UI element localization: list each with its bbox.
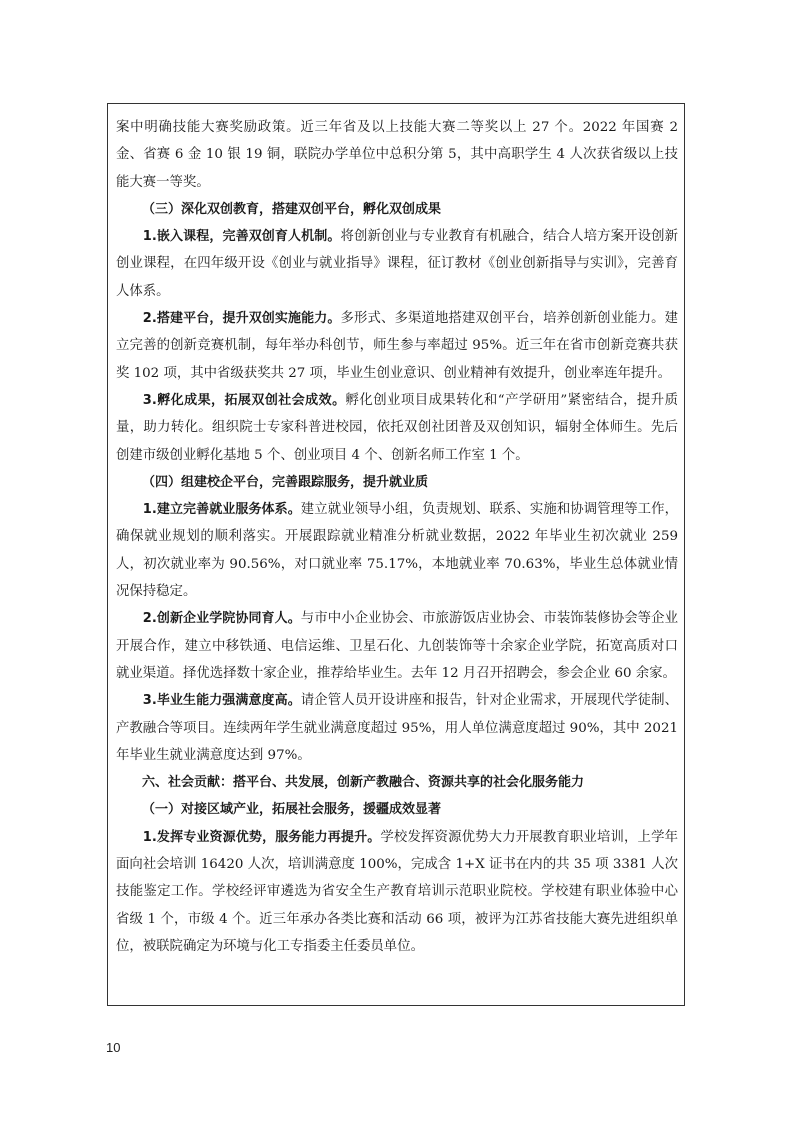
paragraph-text: 建立就业领导小组，负责规划、联系、实施和协调管理等工作，确保就业规划的顺利落实。开展跟踪就业精准分析就业数据，2022 年毕业生初次就业 259 人，初次就业率为 90.56%，对口就业率 75.17%，本地就业率 70.63%，毕业生总体就业情况保持稳定。 [116,502,679,600]
paragraph-8 [116,687,678,769]
paragraph-text: 案中明确技能大赛奖励政策。近三年省及以上技能大赛二等奖以上 27 个。2022 年国赛 2 金、省赛 6 金 10 银 19 铜，联院办学单位中总积分第 5，其中高职学生 4 人次获省级以上技能大赛一等奖。 [116,120,678,190]
paragraph-text: 孵化创业项目成果转化和“产学研用”紧密结合，提升质量，助力转化。组织院士专家科普进校园，依托双创社团普及双创知识，辐射全体师生。先后创建市级创业孵化基地 5 个、创业项目 4 个、创新名师工作室 1 个。 [116,392,678,463]
paragraph-11 [116,824,678,960]
page-number: 10 [106,1040,121,1055]
paragraph-lead: 2.创新企业学院协同育人。 [142,611,301,627]
paragraph-2 [116,223,678,305]
paragraph-3 [116,305,678,387]
section-heading-3: （三）深化双创教育，搭建双创平台，孵化双创成果 [142,201,442,217]
section-heading-4: （四）组建校企平台，完善跟踪服务，提升就业质 [142,474,429,490]
paragraph-7 [116,605,678,687]
paragraph-6 [116,496,678,605]
paragraph-lead: 1.嵌入课程，完善双创育人机制。 [142,229,341,245]
paragraph-lead: 2.搭建平台，提升双创实施能力。 [142,311,341,327]
document-body [116,114,678,960]
paragraph-lead: 1.建立完善就业服务体系。 [142,502,301,518]
paragraph-4 [116,387,678,469]
paragraph-text: 与市中小企业协会、市旅游饭店业协会、市装饰装修协会等企业开展合作，建立中移铁通、电信运维、卫星石化、九创装饰等十余家企业学院，拓宽高质对口就业渠道。择优选择数十家企业，推荐给毕业生。去年 12 月召开招聘会，参会企业 60 余家。 [116,611,679,681]
chapter-heading-6: 六、社会贡献：搭平台、共发展，创新产教融合、资源共享的社会化服务能力 [142,775,585,791]
section-heading-6-1: （一）对接区域产业，拓展社会服务，援疆成效显著 [142,802,442,818]
paragraph-text: 学校发挥资源优势大力开展教育职业培训，上学年面向社会培训 16420 人次，培训满意度 100%，完成含 1+X 证书在内的共 35 项 3381 人次技能鉴定工作。学校经评审遴选为省安全生产教育培训示范职业院校。学校建有职业体验中心省级 1 个，市级 4 个。近三年承办各类比赛和活动 66 项，被评为江苏省技能大赛先进组织单位，被联院确定为环境与化工专指委主任委员单位。 [116,829,679,954]
paragraph-text: 将创新创业与专业教育有机融合，结合人培方案开设创新创业课程，在四年级开设《创业与就业指导》课程，征订教材《创业创新指导与实训》，完善育人体系。 [116,229,679,299]
paragraph-lead: 3.孵化成果，拓展双创社会成效。 [142,392,346,408]
paragraph-0 [116,114,678,196]
paragraph-lead: 3.毕业生能力强满意度高。 [142,693,301,709]
paragraph-text: 请企管人员开设讲座和报告，针对企业需求，开展现代学徒制、产教融合等项目。连续两年学生就业满意度超过 95%，用人单位满意度超过 90%，其中 2021 年毕业生就业满意度达到 97%。 [116,693,679,763]
paragraph-text: 多形式、多渠道地搭建双创平台，培养创新创业能力。建立完善的创新竞赛机制，每年举办科创节，师生参与率超过 95%。近三年在省市创新竞赛共获奖 102 项，其中省级获奖共 27 项，毕业生创业意识、创业精神有效提升，创业率连年提升。 [116,311,679,381]
paragraph-lead: 1.发挥专业资源优势，服务能力再提升。 [142,829,381,845]
